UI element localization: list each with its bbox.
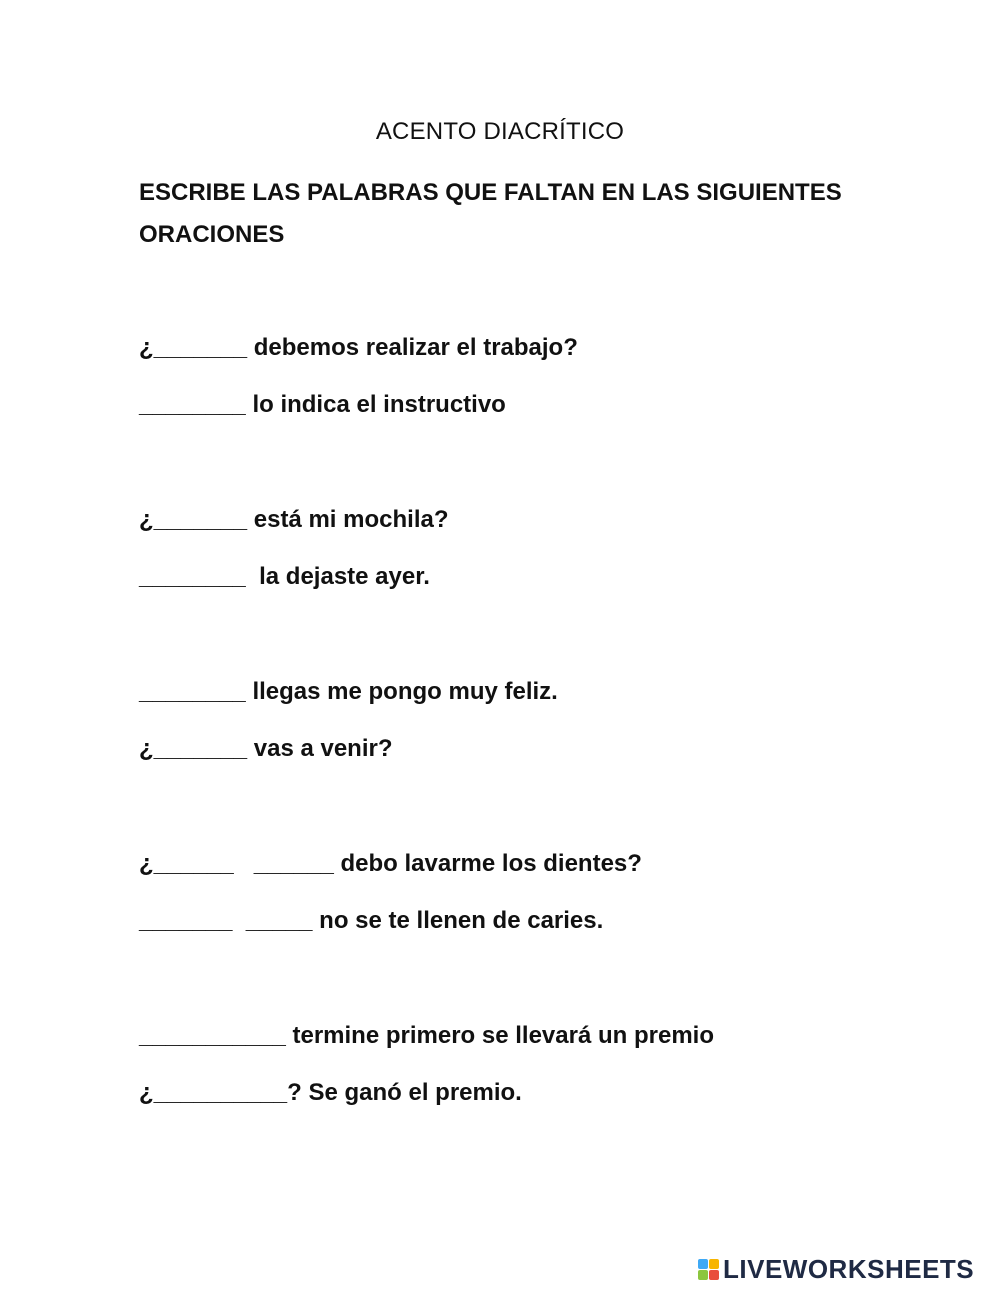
logo-square-3 <box>698 1270 708 1280</box>
logo-square-4 <box>709 1270 719 1280</box>
worksheet-instructions: ESCRIBE LAS PALABRAS QUE FALTAN EN LAS SIGUIENTES ORACIONES <box>139 179 842 248</box>
logo-square-2 <box>709 1259 719 1269</box>
sentence-5: ________ llegas me pongo muy feliz. <box>139 678 558 705</box>
sentence-8: _______ _____ no se te llenen de caries. <box>139 907 604 934</box>
liveworksheets-logo-icon <box>698 1259 719 1280</box>
worksheet-title: ACENTO DIACRÍTICO <box>375 118 625 145</box>
sentence-7: ¿______ ______ debo lavarme los dientes? <box>139 850 642 877</box>
sentence-2: ________ lo indica el instructivo <box>139 391 506 418</box>
sentence-1: ¿_______ debemos realizar el trabajo? <box>139 334 578 361</box>
logo-square-1 <box>698 1259 708 1269</box>
sentence-9: ___________ termine primero se llevará un premio <box>139 1022 714 1049</box>
sentence-10: ¿__________? Se ganó el premio. <box>139 1079 522 1106</box>
liveworksheets-logo <box>698 1254 974 1284</box>
sentence-6: ¿_______ vas a venir? <box>139 735 393 762</box>
sentence-4: ________ la dejaste ayer. <box>139 563 430 590</box>
sentence-3: ¿_______ está mi mochila? <box>139 506 449 533</box>
logo-text: LIVEWORKSHEETS <box>723 1253 975 1284</box>
